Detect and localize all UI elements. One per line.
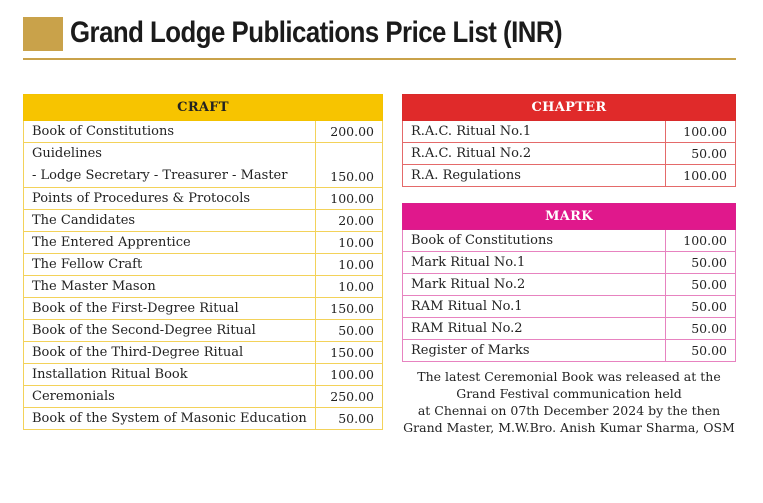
table-row xyxy=(403,296,736,318)
table-row xyxy=(403,340,736,362)
release-note-line: Grand Master, M.W.Bro. Anish Kumar Sharma, OSM xyxy=(403,420,735,435)
title-divider xyxy=(23,58,736,60)
item-price: 10.00 xyxy=(315,232,382,254)
item-price: 50.00 xyxy=(666,296,736,318)
mark-price-table xyxy=(402,203,736,362)
craft-price-table xyxy=(23,94,383,430)
table-row xyxy=(403,230,736,252)
page-title: Grand Lodge Publications Price List (INR) xyxy=(70,16,563,49)
item-price: 50.00 xyxy=(666,340,736,362)
item-name: The Fellow Craft xyxy=(24,254,316,276)
table-row xyxy=(24,364,383,386)
title-accent-block xyxy=(23,17,63,51)
item-name: RAM Ritual No.1 xyxy=(403,296,666,318)
chapter-heading: CHAPTER xyxy=(403,95,736,121)
item-price: 10.00 xyxy=(315,254,382,276)
item-price: 50.00 xyxy=(315,408,382,430)
item-name: Ceremonials xyxy=(24,386,316,408)
item-price: 100.00 xyxy=(315,188,382,210)
release-note-line: The latest Ceremonial Book was released at the xyxy=(417,369,721,384)
item-price: 50.00 xyxy=(666,318,736,340)
table-row xyxy=(403,252,736,274)
mark-heading: MARK xyxy=(403,204,736,230)
craft-heading: CRAFT xyxy=(24,95,383,121)
item-name-line: - Lodge Secretary - Treasurer - Master xyxy=(32,168,288,183)
item-name: R.A.C. Ritual No.2 xyxy=(403,143,666,165)
item-name: The Candidates xyxy=(24,210,316,232)
table-row xyxy=(24,232,383,254)
item-price: 50.00 xyxy=(666,274,736,296)
item-price: 50.00 xyxy=(666,252,736,274)
release-note-line: at Chennai on 07th December 2024 by the then xyxy=(417,403,721,418)
item-price: 100.00 xyxy=(666,121,736,143)
release-note xyxy=(402,368,736,436)
item-name: The Master Mason xyxy=(24,276,316,298)
item-name: Book of the First-Degree Ritual xyxy=(24,298,316,320)
item-name: Book of Constitutions xyxy=(24,121,316,143)
table-row xyxy=(24,342,383,364)
item-name: Points of Procedures & Protocols xyxy=(24,188,316,210)
table-row xyxy=(403,165,736,187)
item-name: R.A.C. Ritual No.1 xyxy=(403,121,666,143)
item-name: Mark Ritual No.2 xyxy=(403,274,666,296)
table-row xyxy=(24,188,383,210)
table-row xyxy=(403,143,736,165)
item-price: 50.00 xyxy=(666,143,736,165)
table-row xyxy=(24,408,383,430)
item-name: Book of Constitutions xyxy=(403,230,666,252)
item-price: 200.00 xyxy=(315,121,382,143)
item-name xyxy=(24,143,316,188)
item-name: Register of Marks xyxy=(403,340,666,362)
item-price: 250.00 xyxy=(315,386,382,408)
item-name: Book of the System of Masonic Education xyxy=(24,408,316,430)
item-name: Mark Ritual No.1 xyxy=(403,252,666,274)
item-price: 50.00 xyxy=(315,320,382,342)
item-price: 100.00 xyxy=(666,230,736,252)
item-name-line: Guidelines xyxy=(32,146,102,161)
release-note-line: Grand Festival communication held xyxy=(456,386,682,401)
table-row xyxy=(403,318,736,340)
item-price: 20.00 xyxy=(315,210,382,232)
table-row xyxy=(24,298,383,320)
table-row xyxy=(403,121,736,143)
table-row xyxy=(403,274,736,296)
item-price: 100.00 xyxy=(315,364,382,386)
table-row xyxy=(24,276,383,298)
table-row xyxy=(24,143,383,188)
item-name: Book of the Second-Degree Ritual xyxy=(24,320,316,342)
table-row xyxy=(24,210,383,232)
table-row xyxy=(24,254,383,276)
item-name: Book of the Third-Degree Ritual xyxy=(24,342,316,364)
item-name: RAM Ritual No.2 xyxy=(403,318,666,340)
item-price: 150.00 xyxy=(315,298,382,320)
item-name: R.A. Regulations xyxy=(403,165,666,187)
item-price: 100.00 xyxy=(666,165,736,187)
table-row xyxy=(24,320,383,342)
table-row xyxy=(24,386,383,408)
item-name: Installation Ritual Book xyxy=(24,364,316,386)
chapter-price-table xyxy=(402,94,736,187)
item-price: 150.00 xyxy=(315,342,382,364)
item-price: 10.00 xyxy=(315,276,382,298)
item-price: 150.00 xyxy=(315,143,382,188)
table-row xyxy=(24,121,383,143)
item-name: The Entered Apprentice xyxy=(24,232,316,254)
